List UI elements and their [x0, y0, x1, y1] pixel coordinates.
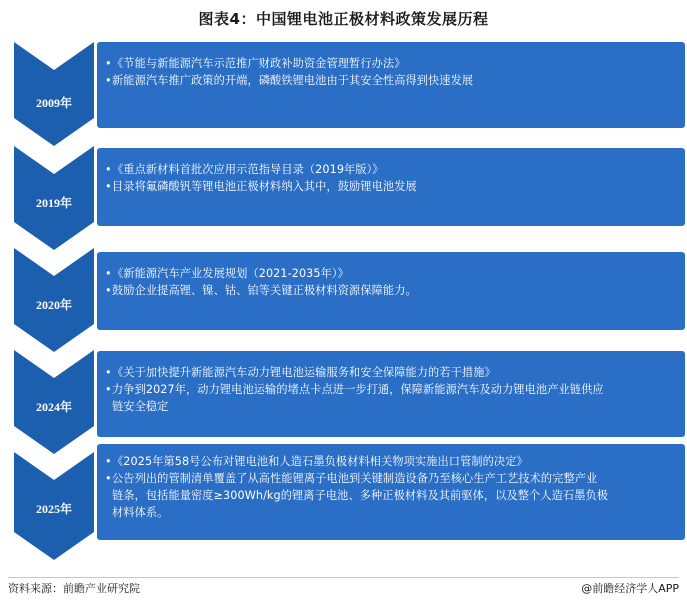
policy-card	[97, 351, 685, 437]
policy-name: •《新能源汽车产业发展规划（2021-2035年）》	[105, 267, 349, 280]
policy-note: •力争到2027年，动力锂电池运输的堵点卡点进一步打通，保障新能源汽车及动力锂电池产业链供应	[105, 383, 604, 396]
timeline-year: 2024年	[35, 400, 72, 414]
timeline-year: 2020年	[35, 298, 72, 312]
policy-note: •新能源汽车推广政策的开端，磷酸铁锂电池由于其安全性高得到快速发展	[105, 74, 474, 87]
policy-name: •《节能与新能源汽车示范推广财政补助资金管理暂行办法》	[105, 57, 406, 70]
policy-name: •《关于加快提升新能源汽车动力锂电池运输服务和安全保障能力的若干措施》	[105, 366, 496, 379]
policy-card	[97, 444, 685, 540]
policy-card	[97, 42, 685, 128]
footer-divider	[8, 577, 679, 578]
policy-note: •目录将氟磷酸钒等锂电池正极材料纳入其中，鼓励锂电池发展	[105, 180, 417, 193]
policy-note: •鼓励企业提高锂、镍、钴、铂等关键正极材料资源保障能力。	[105, 284, 417, 297]
chart-title: 图表4：中国锂电池正极材料政策发展历程	[198, 10, 489, 28]
source-note: 资料来源：前瞻产业研究院	[8, 582, 140, 595]
policy-note-cont: 链条，包括能量密度≥300Wh/kg的锂离子电池、多种正极材料及其前驱体，以及整个人造石墨负极	[112, 489, 609, 502]
timeline-year: 2019年	[35, 196, 72, 210]
policy-note-cont: 链安全稳定	[112, 400, 169, 413]
policy-card	[97, 252, 685, 330]
policy-note-cont: 材料体系。	[112, 506, 169, 519]
policy-name: •《2025年第58号公布对锂电池和人造石墨负极材料相关物项实施出口管制的决定》	[105, 455, 528, 468]
policy-card	[97, 148, 685, 226]
policy-note: •公告列出的管制清单覆盖了从高性能锂离子电池到关键制造设备乃至核心生产工艺技术的完整产业	[105, 472, 598, 485]
policy-name: •《重点新材料首批次应用示范指导目录（2019年版）》	[105, 163, 384, 176]
brand-credit: @前瞻经济学人APP	[581, 582, 679, 595]
timeline-year: 2025年	[35, 502, 72, 516]
timeline-year: 2009年	[35, 96, 72, 110]
